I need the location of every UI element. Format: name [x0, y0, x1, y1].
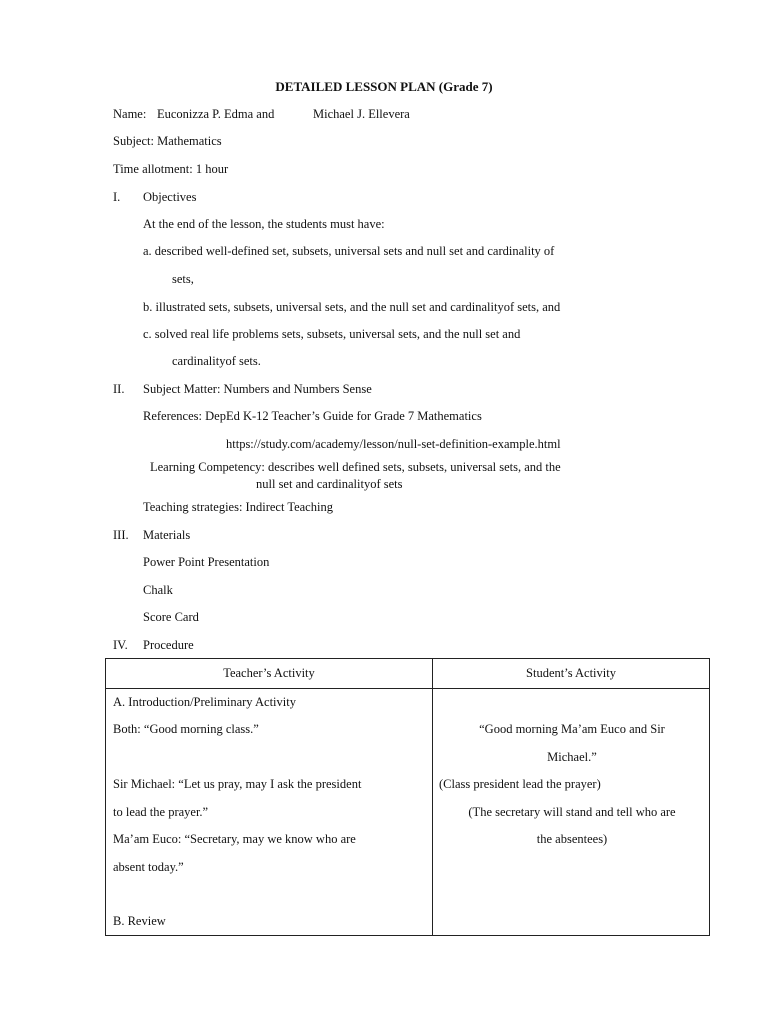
section-number-3: III. — [113, 528, 129, 542]
page-title: DETAILED LESSON PLAN (Grade 7) — [275, 79, 493, 94]
teacher-line: Ma’am Euco: “Secretary, may we know who are — [113, 832, 356, 846]
teacher-line: Sir Michael: “Let us pray, may I ask the president — [113, 777, 362, 791]
objectives-intro: At the end of the lesson, the students must have: — [143, 217, 385, 231]
time-allotment: Time allotment: 1 hour — [113, 162, 229, 176]
section-number-2: II. — [113, 382, 125, 396]
student-activity-cell — [433, 689, 710, 936]
teacher-line: absent today.” — [113, 860, 184, 874]
section-number-1: I. — [113, 190, 121, 204]
teacher-line: to lead the prayer.” — [113, 805, 209, 819]
teaching-strategies: Teaching strategies: Indirect Teaching — [143, 500, 333, 514]
material-item: Chalk — [143, 583, 173, 597]
subject-matter: Subject Matter: Numbers and Numbers Sense — [143, 382, 372, 396]
objective-b: b. illustrated sets, subsets, universal sets, and the null set and cardinalityof sets, and — [143, 300, 561, 314]
section-title-objectives: Objectives — [143, 190, 197, 204]
subject-line: Subject: Mathematics — [113, 134, 222, 148]
learning-competency: Learning Competency: describes well defined sets, subsets, universal sets, and the — [150, 460, 561, 474]
author-1: Euconizza P. Edma and — [157, 107, 275, 121]
objective-c: c. solved real life problems sets, subsets, universal sets, and the null set and — [143, 327, 521, 341]
teacher-line: Both: “Good morning class.” — [113, 722, 259, 736]
table-header-row — [106, 659, 710, 689]
name-label: Name: — [113, 107, 147, 121]
references: References: DepEd K-12 Teacher’s Guide for Grade 7 Mathematics — [143, 409, 482, 423]
material-item: Power Point Presentation — [143, 555, 270, 569]
objective-a: a. described well-defined set, subsets, universal sets and null set and cardinality of — [143, 244, 555, 258]
student-activity-header: Student’s Activity — [433, 659, 710, 689]
teacher-activity-header: Teacher’s Activity — [106, 659, 433, 689]
objective-a-cont: sets, — [172, 272, 194, 286]
table-row — [106, 689, 710, 936]
section-title-procedure: Procedure — [143, 638, 194, 652]
objective-c-cont: cardinalityof sets. — [172, 354, 261, 368]
student-line: (Class president lead the prayer) — [439, 777, 601, 791]
teacher-activity-cell — [106, 689, 433, 936]
intro-activity-heading: A. Introduction/Preliminary Activity — [113, 695, 296, 709]
section-title-materials: Materials — [143, 528, 191, 542]
section-number-4: IV. — [113, 638, 128, 652]
learning-competency-cont: null set and cardinalityof sets — [256, 477, 403, 491]
review-heading: B. Review — [113, 914, 166, 928]
procedure-table — [105, 658, 710, 936]
student-line: (The secretary will stand and tell who are — [468, 805, 676, 819]
student-line: Michael.” — [547, 750, 597, 764]
author-2: Michael J. Ellevera — [313, 107, 410, 121]
student-line: the absentees) — [536, 832, 608, 846]
material-item: Score Card — [143, 610, 199, 624]
student-line: “Good morning Ma’am Euco and Sir — [479, 722, 665, 736]
reference-url: https://study.com/academy/lesson/null-set-definition-example.html — [226, 437, 561, 451]
